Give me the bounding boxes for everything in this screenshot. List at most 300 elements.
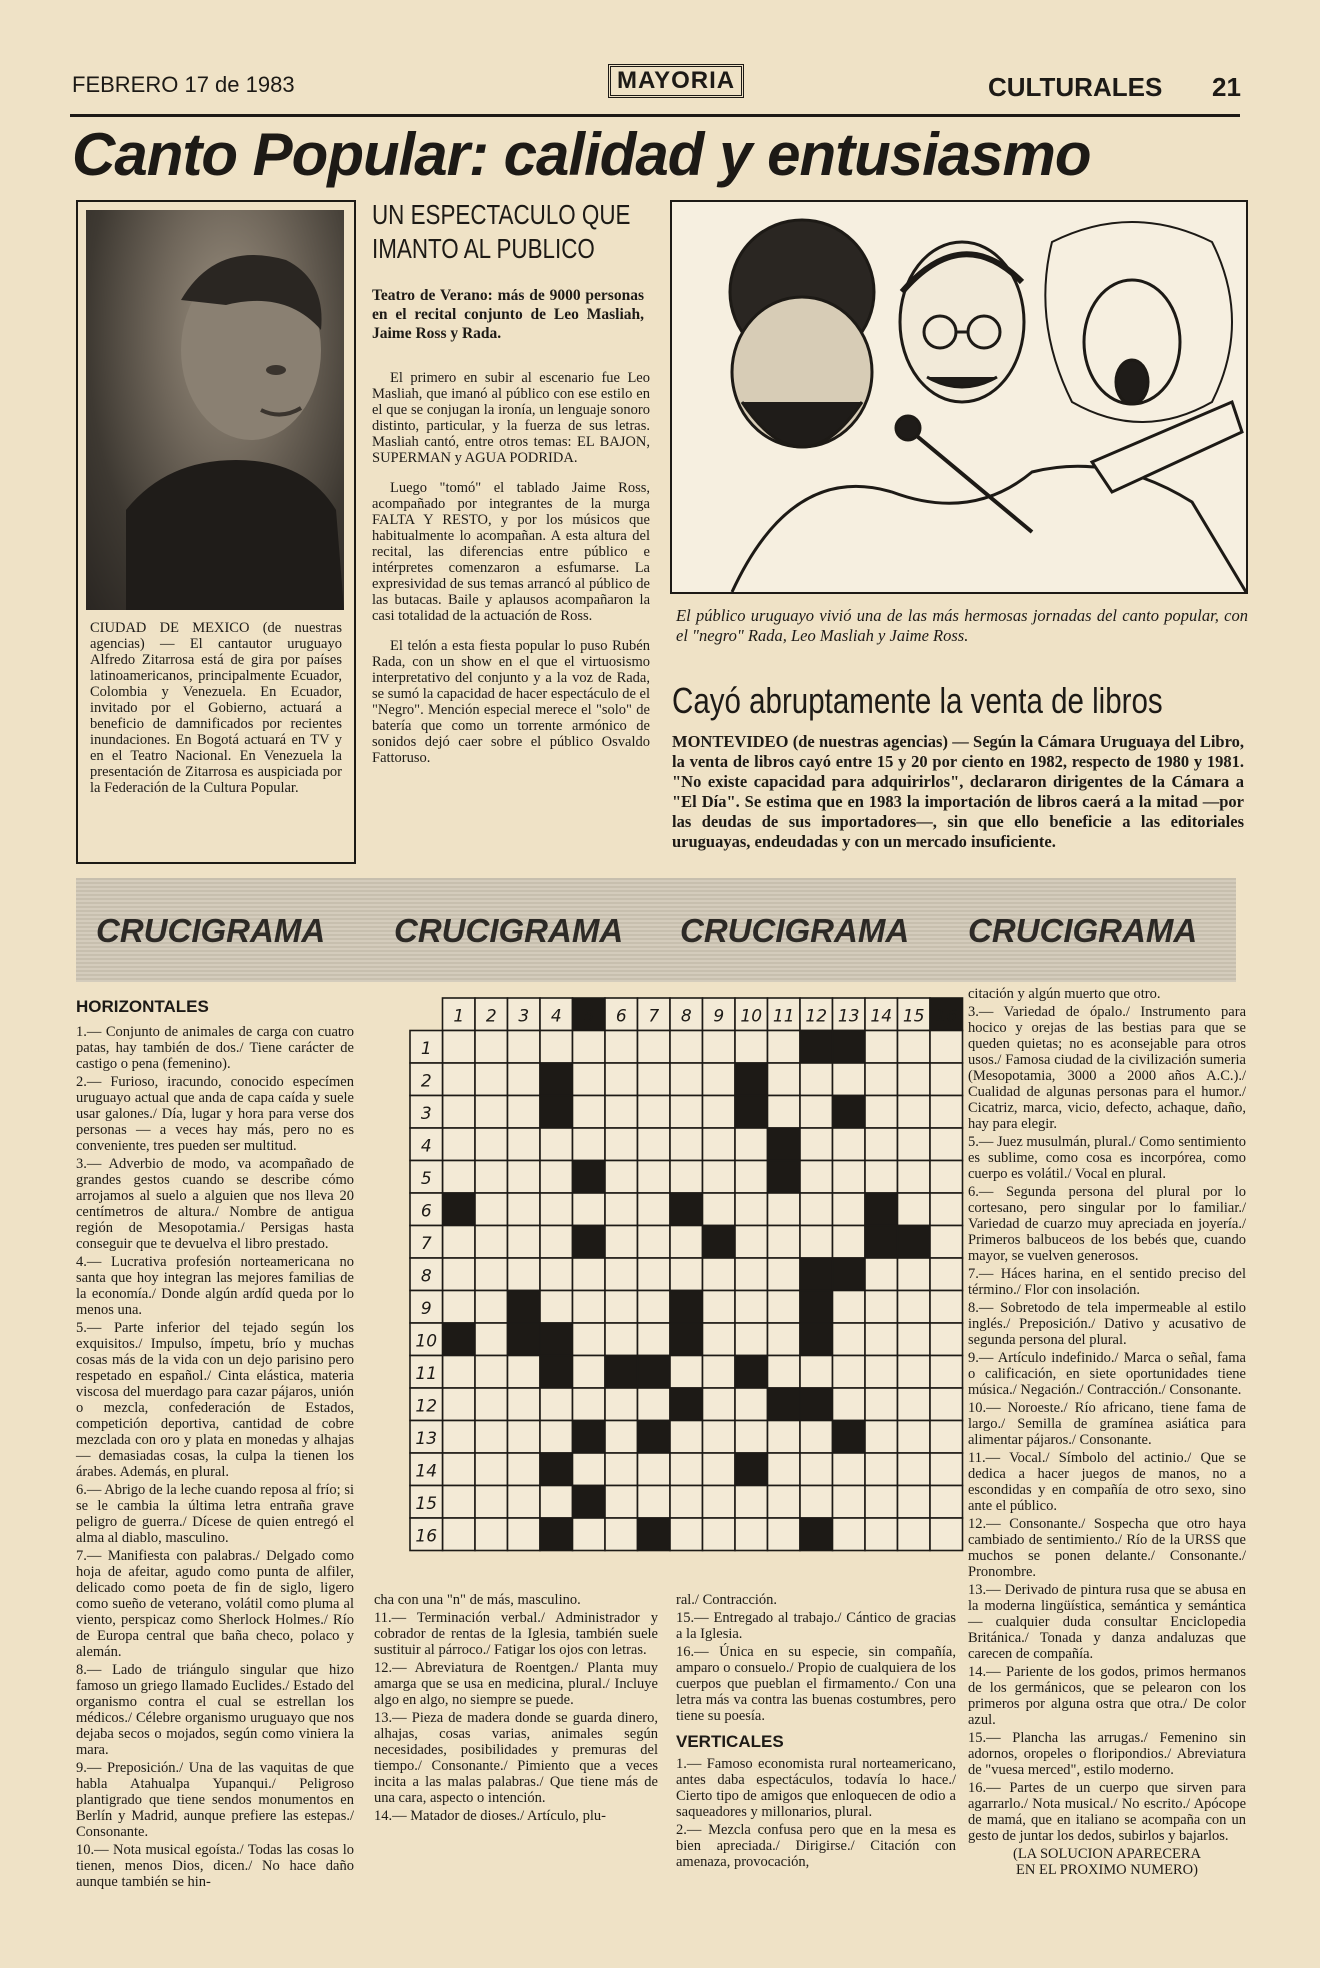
crossword-clue: 12.— Abreviatura de Roentgen./ Planta muy amarga que se usa en medicina, plural./ Incluye algo en algo, no siempre se puede.: [374, 1660, 658, 1708]
crossword-cell[interactable]: [638, 1323, 671, 1356]
crossword-cell[interactable]: [930, 1486, 963, 1519]
crossword-cell[interactable]: [898, 1486, 931, 1519]
crossword-column-number: 1: [453, 1006, 465, 1027]
crossword-black-cell: [898, 1226, 931, 1259]
crossword-row-number: 13: [415, 1428, 438, 1449]
cartoon-illustration: [672, 202, 1246, 592]
crossword-black-cell: [703, 1226, 736, 1259]
crossword-column-number: 8: [680, 1006, 692, 1027]
crossword-cell[interactable]: [540, 1161, 573, 1194]
crossword-cell[interactable]: [573, 1128, 606, 1161]
crossword-cell[interactable]: [670, 1128, 703, 1161]
crossword-cell[interactable]: [540, 1258, 573, 1291]
crossword-cell[interactable]: [865, 1031, 898, 1064]
horizontales-column-2: [374, 1592, 658, 1826]
crossword-cell[interactable]: [768, 1226, 801, 1259]
crossword-cell[interactable]: [508, 1128, 541, 1161]
crossword-column-number: 2: [485, 1006, 497, 1027]
crossword-black-cell: [768, 1161, 801, 1194]
verticales-list-1: [676, 1756, 956, 1870]
crossword-cell[interactable]: [443, 1161, 476, 1194]
crossword-cell[interactable]: [703, 1356, 736, 1389]
crossword-cell[interactable]: [670, 1258, 703, 1291]
crossword-cell[interactable]: [638, 1031, 671, 1064]
crossword-cell[interactable]: [865, 1356, 898, 1389]
crossword-cell[interactable]: [865, 1258, 898, 1291]
crossword-cell[interactable]: [443, 1388, 476, 1421]
crossword-cell[interactable]: [865, 1128, 898, 1161]
crossword-cell[interactable]: [670, 1518, 703, 1551]
crossword-cell[interactable]: [898, 1518, 931, 1551]
crossword-cell[interactable]: [605, 1323, 638, 1356]
crossword-cell[interactable]: [833, 1291, 866, 1324]
crossword-cell[interactable]: [930, 1128, 963, 1161]
crossword-cell[interactable]: [800, 1356, 833, 1389]
crossword-cell[interactable]: [508, 1388, 541, 1421]
crossword-cell[interactable]: [475, 1226, 508, 1259]
crossword-cell[interactable]: [930, 1063, 963, 1096]
crossword-cell[interactable]: [443, 1258, 476, 1291]
crossword-cell[interactable]: [735, 1486, 768, 1519]
newspaper-logo: MAYORIA: [608, 64, 744, 98]
crossword-cell[interactable]: [833, 1453, 866, 1486]
crossword-cell[interactable]: [443, 1096, 476, 1129]
crossword-row-number: 15: [415, 1493, 438, 1514]
crossword-cell[interactable]: [703, 1518, 736, 1551]
crossword-cell[interactable]: [670, 1161, 703, 1194]
crossword-cell[interactable]: [768, 1193, 801, 1226]
crossword-cell[interactable]: [703, 1486, 736, 1519]
crossword-clue: 10.— Noroeste./ Río africano, tiene fama de largo./ Semilla de gramínea asiática para alimentar pájaros./ Consonante.: [968, 1400, 1246, 1448]
crossword-cell[interactable]: [735, 1258, 768, 1291]
crossword-cell[interactable]: [670, 1226, 703, 1259]
verticales-column-2: [968, 986, 1246, 1878]
crossword-cell[interactable]: [865, 1388, 898, 1421]
crossword-black-cell: [670, 1193, 703, 1226]
article1-subtitle: [372, 198, 631, 266]
crossword-cell[interactable]: [735, 1323, 768, 1356]
crossword-cell[interactable]: [833, 1486, 866, 1519]
crossword-cell[interactable]: [605, 1421, 638, 1454]
crossword-cell[interactable]: [865, 1063, 898, 1096]
crossword-cell[interactable]: [833, 1226, 866, 1259]
crossword-clue: 1.— Famoso economista rural norteamericano, antes daba espectáculos, todavía lo hace./ Cierto tipo de amigos que enloquecen de odio a saqueadores y millonarios, plural.: [676, 1756, 956, 1820]
crossword-cell[interactable]: [443, 1356, 476, 1389]
crossword-cell[interactable]: [930, 1356, 963, 1389]
crossword-cell[interactable]: [605, 1258, 638, 1291]
crossword-cell[interactable]: [865, 1453, 898, 1486]
crossword-cell[interactable]: [930, 1453, 963, 1486]
crossword-cell[interactable]: [670, 1031, 703, 1064]
crossword-black-cell: [735, 1356, 768, 1389]
crossword-cell[interactable]: [443, 1421, 476, 1454]
crossword-cell[interactable]: [540, 1226, 573, 1259]
crossword-cell[interactable]: [638, 1063, 671, 1096]
crossword-cell[interactable]: [605, 1486, 638, 1519]
crossword-cell[interactable]: [865, 1421, 898, 1454]
crossword-clue: 8.— Lado de triángulo singular que hizo famoso un griego llamado Euclides./ Estado del organismo contra el cual se estrellan los médicos./ Célebre organismo uruguayo que nos dejaba secos o mojados, según como viniera la mara.: [76, 1662, 354, 1758]
crossword-cell[interactable]: [573, 1063, 606, 1096]
crossword-cell[interactable]: [475, 1356, 508, 1389]
crossword-cell[interactable]: [540, 1388, 573, 1421]
crossword-cell[interactable]: [735, 1193, 768, 1226]
crossword-cell[interactable]: [898, 1421, 931, 1454]
crossword-cell[interactable]: [865, 1486, 898, 1519]
crossword-cell[interactable]: [508, 1096, 541, 1129]
crossword-clue: 15.— Plancha las arrugas./ Femenino sin adornos, oropeles o floripondios./ Abreviatura de "vuesa merced", estilo moderno.: [968, 1730, 1246, 1778]
crossword-cell[interactable]: [735, 1226, 768, 1259]
crossword-cell[interactable]: [508, 1193, 541, 1226]
crossword-cell[interactable]: [475, 1161, 508, 1194]
crossword-cell[interactable]: [508, 1063, 541, 1096]
crossword-cell[interactable]: [670, 1356, 703, 1389]
crossword-black-cell: [833, 1031, 866, 1064]
crossword-black-cell: [800, 1031, 833, 1064]
crossword-black-cell: [540, 1323, 573, 1356]
crossword-black-cell: [443, 1323, 476, 1356]
crossword-cell[interactable]: [898, 1063, 931, 1096]
crossword-cell[interactable]: [638, 1258, 671, 1291]
article1-paragraph: El telón a esta fiesta popular lo puso Rubén Rada, con un show en el que el virtuosismo interpretativo del conjunto y a la voz de Rada, se sumó la capacidad de hacer espectáculo de el "Negro". Mención especial merece el "solo" de batería que como un torrente armónico de sonidos dejó caer sobre el público Osvaldo Fattoruso.: [372, 638, 650, 766]
crossword-cell[interactable]: [540, 1193, 573, 1226]
crossword-cell[interactable]: [475, 1323, 508, 1356]
crossword-column-number: 11: [772, 1006, 795, 1027]
crossword-cell[interactable]: [703, 1291, 736, 1324]
crossword-row-number: 3: [420, 1103, 432, 1124]
crossword-clue: citación y algún muerto que otro.: [968, 986, 1161, 1002]
crossword-cell[interactable]: [865, 1161, 898, 1194]
crossword-cell[interactable]: [508, 1356, 541, 1389]
crossword-cell[interactable]: [735, 1388, 768, 1421]
crossword-row-number: 6: [420, 1201, 432, 1222]
crossword-cell[interactable]: [508, 1486, 541, 1519]
crossword-cell[interactable]: [475, 1193, 508, 1226]
crossword-cell[interactable]: [443, 1486, 476, 1519]
crossword-cell[interactable]: [800, 1063, 833, 1096]
crossword-cell[interactable]: [605, 1388, 638, 1421]
crossword-cell[interactable]: [703, 1128, 736, 1161]
crossword-cell[interactable]: [475, 1096, 508, 1129]
crossword-cell[interactable]: [475, 1258, 508, 1291]
crossword-cell[interactable]: [930, 1258, 963, 1291]
crossword-cell[interactable]: [638, 1161, 671, 1194]
crossword-cell[interactable]: [605, 1291, 638, 1324]
crossword-cell[interactable]: [768, 1421, 801, 1454]
solution-note: [968, 1846, 1246, 1878]
crossword-cell[interactable]: [670, 1486, 703, 1519]
crossword-cell[interactable]: [540, 1031, 573, 1064]
crossword-black-cell: [443, 1193, 476, 1226]
crossword-cell[interactable]: [703, 1161, 736, 1194]
crossword-cell[interactable]: [800, 1226, 833, 1259]
crossword-cell[interactable]: [768, 1486, 801, 1519]
crossword-cell[interactable]: [540, 1421, 573, 1454]
crossword-cell[interactable]: [735, 1128, 768, 1161]
crossword-cell[interactable]: [670, 1421, 703, 1454]
crossword-cell[interactable]: [475, 1421, 508, 1454]
crossword-cell[interactable]: [605, 1226, 638, 1259]
crossword-clue: 14.— Pariente de los godos, primos hermanos de los germánicos, que se pelearon con los primeros por alguna ostra que otra./ De color azul.: [968, 1664, 1246, 1728]
crossword-cell[interactable]: [475, 1128, 508, 1161]
crossword-cell[interactable]: [898, 1388, 931, 1421]
crossword-cell[interactable]: [833, 1388, 866, 1421]
crossword-cell[interactable]: [508, 1031, 541, 1064]
crossword-row-number: 9: [420, 1298, 432, 1319]
crossword-black-cell: [768, 1128, 801, 1161]
crossword-cell[interactable]: [443, 1031, 476, 1064]
crossword-clue: 12.— Consonante./ Sospecha que otro haya cambiado de sentimiento./ Río de la URSS que muchos se ponen delante./ Consonante./ Pronombre.: [968, 1516, 1246, 1580]
crossword-black-cell: [540, 1518, 573, 1551]
crossword-cell[interactable]: [508, 1453, 541, 1486]
crossword-cell[interactable]: [605, 1161, 638, 1194]
crossword-cell[interactable]: [833, 1356, 866, 1389]
crossword-cell[interactable]: [703, 1323, 736, 1356]
crossword-column-number: 4: [550, 1006, 562, 1027]
crossword-cell[interactable]: [833, 1161, 866, 1194]
crossword-cell[interactable]: [573, 1193, 606, 1226]
crossword-cell[interactable]: [638, 1388, 671, 1421]
article2-body: MONTEVIDEO (de nuestras agencias) — Según la Cámara Uruguaya del Libro, la venta de libros cayó entre 15 y 20 por ciento en 1982, respecto de 1980 y 1981. "No existe capacidad para adquirirlos", declararon dirigentes de la Cámara a "El Día". Se estima que en 1983 la importación de libros caerá a la mitad —por las deudas de sus importadores—, sin que ello beneficie a las editoriales uruguayas, endeudadas y con un mercado insuficiente.: [672, 732, 1244, 851]
crossword-cell[interactable]: [703, 1096, 736, 1129]
crossword-cell[interactable]: [898, 1323, 931, 1356]
crossword-row-number: 1: [420, 1038, 432, 1059]
crossword-clue: 11.— Terminación verbal./ Administrador y cobrador de rentas de la Iglesia, también suele sustituir al párroco./ Fatigar los ojos con letras.: [374, 1610, 658, 1658]
crossword-black-cell: [638, 1421, 671, 1454]
crossword-cell[interactable]: [930, 1323, 963, 1356]
crossword-cell[interactable]: [898, 1258, 931, 1291]
crossword-cell[interactable]: [865, 1518, 898, 1551]
crossword-clue: 13.— Pieza de madera donde se guarda dinero, alhajas, cosas varias, animales según necesidades, posibilidades y premuras del tiempo./ Consonante./ Pimiento que a veces incita a las malas palabras./ Que tiene más de una cara, aspecto o intención.: [374, 1710, 658, 1806]
crossword-cell[interactable]: [573, 1258, 606, 1291]
crossword-cell[interactable]: [930, 1161, 963, 1194]
crossword-black-cell: [670, 1388, 703, 1421]
crossword-cell[interactable]: [475, 1388, 508, 1421]
crossword-column-number: 13: [837, 1006, 860, 1027]
crossword-cell[interactable]: [573, 1096, 606, 1129]
crossword-cell[interactable]: [475, 1291, 508, 1324]
crossword-black-cell: [800, 1323, 833, 1356]
crossword-cell[interactable]: [898, 1128, 931, 1161]
page-number: 21: [1212, 72, 1241, 102]
crossword-cell[interactable]: [930, 1193, 963, 1226]
crossword-cell[interactable]: [638, 1193, 671, 1226]
crossword-cell[interactable]: [443, 1226, 476, 1259]
crossword-cell[interactable]: [605, 1193, 638, 1226]
crossword-cell[interactable]: [833, 1063, 866, 1096]
crossword-cell[interactable]: [508, 1421, 541, 1454]
crossword-cell[interactable]: [703, 1063, 736, 1096]
crossword-cell[interactable]: [898, 1161, 931, 1194]
crossword-cell[interactable]: [573, 1031, 606, 1064]
cartoon-caption: El público uruguayo vivió una de las más hermosas jornadas del canto popular, con el "negro" Rada, Leo Masliah y Jaime Ross.: [676, 606, 1248, 645]
crossword-cell[interactable]: [573, 1453, 606, 1486]
crossword-black-cell: [865, 1226, 898, 1259]
crossword-clue: 1.— Conjunto de animales de carga con cuatro patas, hay también de dos./ Tiene carácter de castigo o pena (femenino).: [76, 1024, 354, 1072]
crossword-row-number: 12: [415, 1396, 438, 1417]
crossword-cell[interactable]: [638, 1096, 671, 1129]
crossword-cell[interactable]: [768, 1356, 801, 1389]
crossword-black-cell: [865, 1193, 898, 1226]
crossword-banner-word: CRUCIGRAMA: [680, 912, 910, 949]
crossword-cell[interactable]: [573, 1323, 606, 1356]
crossword-cell[interactable]: [768, 1518, 801, 1551]
crossword-cell[interactable]: [735, 1031, 768, 1064]
crossword-black-cell: [540, 1453, 573, 1486]
crossword-cell[interactable]: [573, 1518, 606, 1551]
crossword-black-cell: [833, 1096, 866, 1129]
crossword-cell[interactable]: [800, 1096, 833, 1129]
crossword-cell[interactable]: [703, 1421, 736, 1454]
crossword-cell[interactable]: [930, 1388, 963, 1421]
issue-date: FEBRERO 17 de 1983: [72, 72, 295, 97]
crossword-column-number: 10: [740, 1006, 763, 1027]
crossword-cell[interactable]: [605, 1096, 638, 1129]
crossword-cell[interactable]: [670, 1096, 703, 1129]
crossword-cell[interactable]: [735, 1421, 768, 1454]
crossword-cell[interactable]: [800, 1453, 833, 1486]
crossword-cell[interactable]: [833, 1518, 866, 1551]
crossword-cell[interactable]: [638, 1291, 671, 1324]
crossword-black-cell: [540, 1356, 573, 1389]
article1-subtitle-line1: UN ESPECTACULO QUE: [372, 199, 631, 230]
crossword-clue: 16.— Partes de un cuerpo que sirven para agarrarlo./ Nota musical./ No escrito./ Apócope de mamá, que en italiano se acompaña con un gesto de juntar los dedos, subirlos y bajarlos.: [968, 1780, 1246, 1844]
crossword-cell[interactable]: [475, 1453, 508, 1486]
crossword-cell[interactable]: [443, 1453, 476, 1486]
crossword-cell[interactable]: [703, 1193, 736, 1226]
crossword-cell[interactable]: [605, 1031, 638, 1064]
crossword-cell[interactable]: [508, 1226, 541, 1259]
crossword-cell[interactable]: [800, 1421, 833, 1454]
crossword-cell[interactable]: [800, 1161, 833, 1194]
crossword-cell[interactable]: [898, 1193, 931, 1226]
crossword-clue: cha con una "n" de más, masculino.: [374, 1592, 581, 1608]
crossword-cell[interactable]: [540, 1128, 573, 1161]
horizontales-title: HORIZONTALES: [76, 997, 209, 1016]
crossword-cell[interactable]: [670, 1453, 703, 1486]
crossword-cell[interactable]: [898, 1356, 931, 1389]
crossword-cell[interactable]: [768, 1258, 801, 1291]
crossword-cell[interactable]: [930, 1031, 963, 1064]
musicians-cartoon: [670, 200, 1248, 594]
crossword-column-number: 5: [583, 1006, 595, 1027]
crossword-cell[interactable]: [768, 1453, 801, 1486]
crossword-banner: [76, 878, 1236, 982]
crossword-cell[interactable]: [768, 1323, 801, 1356]
crossword-cell[interactable]: [605, 1518, 638, 1551]
crossword-cell[interactable]: [930, 1096, 963, 1129]
crossword-cell[interactable]: [573, 1388, 606, 1421]
crossword-row-number: 10: [415, 1331, 438, 1352]
crossword-cell[interactable]: [508, 1161, 541, 1194]
article1-subtitle-line2: IMANTO AL PUBLICO: [372, 233, 595, 264]
crossword-cell[interactable]: [930, 1518, 963, 1551]
crossword-cell[interactable]: [508, 1518, 541, 1551]
crossword-cell[interactable]: [443, 1291, 476, 1324]
portrait-silhouette: [86, 210, 344, 610]
crossword-cell[interactable]: [703, 1388, 736, 1421]
crossword-clue: 3.— Adverbio de modo, va acompañado de grandes gestos cuando se describe cómo arrojamos al suelo a alguien que nos lleva 20 centímetros de altura./ Nombre de antigua región de Mesopotamia./ Persigas hasta conseguir que te devuelva el libro prestado.: [76, 1156, 354, 1252]
crossword-clue: 9.— Preposición./ Una de las vaquitas de que habla Atahualpa Yupanqui./ Peligroso plantigrado que tiene sendos monumentos en Berlín y Madrid, aunque prefiere las estepas./ Consonante.: [76, 1760, 354, 1840]
crossword-black-cell: [833, 1421, 866, 1454]
crossword-cell[interactable]: [768, 1063, 801, 1096]
crossword-clue: 16.— Única en su especie, sin compañía, amparo o consuelo./ Propio de cualquiera de los cuerpos que pueblan el firmamento./ Con una letra más va contra las buenas costumbres, pero tiene su poesía.: [676, 1644, 956, 1724]
crossword-cell[interactable]: [638, 1128, 671, 1161]
crossword-cell[interactable]: [638, 1486, 671, 1519]
solution-note-line1: (LA SOLUCION APARECERA: [1013, 1846, 1201, 1862]
crossword-clue: 2.— Furioso, iracundo, conocido especímen uruguayo actual que anda de capa caída y suele usar galones./ Día, lugar y hora para verse dos personas — a veces hay más, pero no es conveniente, tres pueden ser multitud.: [76, 1074, 354, 1154]
crossword-cell[interactable]: [898, 1031, 931, 1064]
crossword-cell[interactable]: [930, 1226, 963, 1259]
crossword-cell[interactable]: [508, 1258, 541, 1291]
crossword-cell[interactable]: [605, 1128, 638, 1161]
crossword-cell[interactable]: [573, 1291, 606, 1324]
crossword-cell[interactable]: [475, 1486, 508, 1519]
crossword-column-number: 15: [902, 1006, 925, 1027]
crossword-cell[interactable]: [670, 1063, 703, 1096]
crossword-cell[interactable]: [443, 1063, 476, 1096]
crossword-row-number: 14: [415, 1461, 438, 1482]
crossword-cell[interactable]: [540, 1486, 573, 1519]
crossword-cell[interactable]: [475, 1063, 508, 1096]
crossword-cell[interactable]: [638, 1453, 671, 1486]
crossword-cell[interactable]: [898, 1291, 931, 1324]
crossword-cell[interactable]: [800, 1486, 833, 1519]
crossword-cell[interactable]: [703, 1031, 736, 1064]
crossword-cell[interactable]: [605, 1453, 638, 1486]
crossword-cell[interactable]: [898, 1096, 931, 1129]
crossword-clue: 9.— Artículo indefinido./ Marca o señal, fama o calificación, en siete oportunidades tiene música./ Negación./ Contracción./ Consonante.: [968, 1350, 1246, 1398]
crossword-cell[interactable]: [540, 1291, 573, 1324]
crossword-cell[interactable]: [443, 1128, 476, 1161]
crossword-cell[interactable]: [703, 1258, 736, 1291]
crossword-cell[interactable]: [475, 1031, 508, 1064]
crossword-cell[interactable]: [833, 1128, 866, 1161]
crossword-cell[interactable]: [768, 1096, 801, 1129]
crossword-black-cell: [800, 1518, 833, 1551]
crossword-clue: 7.— Háces harina, en el sentido preciso del término./ Flor con insolación.: [968, 1266, 1246, 1298]
crossword-clue: 11.— Vocal./ Símbolo del actinio./ Que se dedica a hacer juegos de manos, no a escondidas y en compañía de otro sexo, sino ante el público.: [968, 1450, 1246, 1514]
crossword-cell[interactable]: [865, 1291, 898, 1324]
crossword-cell[interactable]: [800, 1193, 833, 1226]
crossword-cell[interactable]: [573, 1356, 606, 1389]
crossword-black-cell: [735, 1096, 768, 1129]
crossword-cell[interactable]: [865, 1096, 898, 1129]
crossword-cell[interactable]: [735, 1161, 768, 1194]
crossword-cell[interactable]: [898, 1453, 931, 1486]
crossword-column-number: 12: [805, 1006, 828, 1027]
crossword-cell[interactable]: [800, 1128, 833, 1161]
crossword-cell[interactable]: [833, 1323, 866, 1356]
crossword-cell[interactable]: [768, 1031, 801, 1064]
crossword-cell[interactable]: [638, 1226, 671, 1259]
crossword-column-number: 7: [648, 1006, 660, 1027]
crossword-cell[interactable]: [768, 1291, 801, 1324]
crossword-cell[interactable]: [930, 1421, 963, 1454]
crossword-cell[interactable]: [605, 1063, 638, 1096]
crossword-cell[interactable]: [443, 1518, 476, 1551]
crossword-cell[interactable]: [833, 1193, 866, 1226]
crossword-cell[interactable]: [703, 1453, 736, 1486]
crossword-cell[interactable]: [735, 1518, 768, 1551]
crossword-clue: 10.— Nota musical egoísta./ Todas las cosas lo tienen, menos Dios, dicen./ No hace daño aunque también se hin-: [76, 1842, 354, 1890]
crossword-black-cell: [508, 1291, 541, 1324]
crossword-cell[interactable]: [475, 1518, 508, 1551]
crossword-cell[interactable]: [930, 1291, 963, 1324]
crossword-cell[interactable]: [865, 1323, 898, 1356]
crossword-black-cell: [573, 1486, 606, 1519]
crossword-cell[interactable]: [735, 1291, 768, 1324]
crossword-black-cell: [638, 1356, 671, 1389]
